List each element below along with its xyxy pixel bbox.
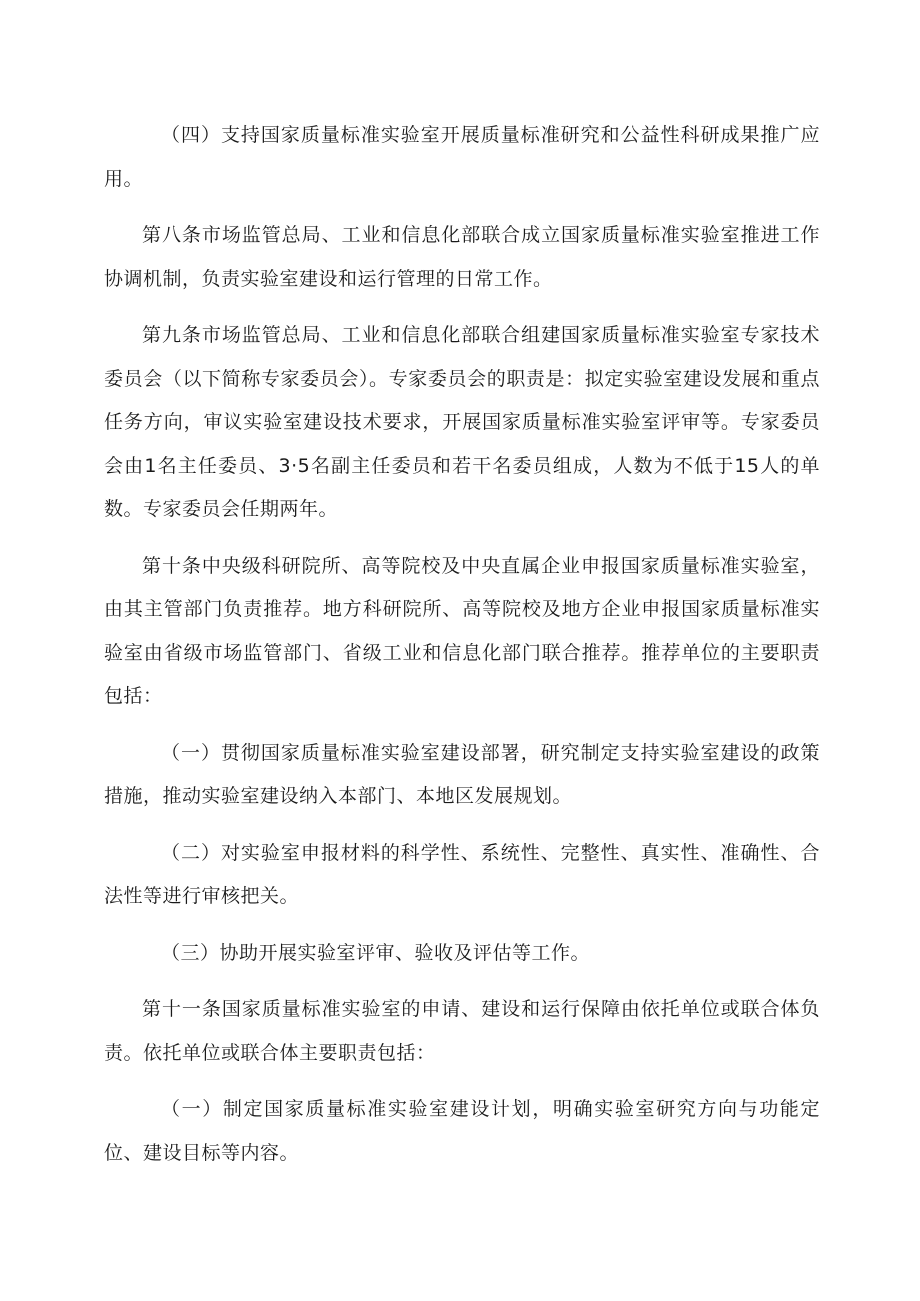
paragraph-article-10: 第十条中央级科研院所、高等院校及中央直属企业申报国家质量标准实验室，由其主管部门负责推荐。地方科研院所、高等院校及地方企业申报国家质量标准实验室由省级市场监管部门、省级工业和信息化部门联合推荐。推荐单位的主要职责包括： [104,554,820,707]
paragraph-article-10-item-3: （三）协助开展实验室评审、验收及评估等工作。 [161,941,591,964]
paragraph-item-4: （四）支持国家质量标准实验室开展质量标准研究和公益性科研成果推广应用。 [104,124,820,190]
paragraph-article-11-item-1: （一）制定国家质量标准实验室建设计划，明确实验室研究方向与功能定位、建设目标等内容。 [104,1098,820,1164]
document-body [104,114,820,1188]
paragraph-article-8: 第八条市场监管总局、工业和信息化部联合成立国家质量标准实验室推进工作协调机制，负责实验室建设和运行管理的日常工作。 [104,224,820,290]
paragraph-article-10-item-1: （一）贯彻国家质量标准实验室建设部署，研究制定支持实验室建设的政策措施，推动实验室建设纳入本部门、本地区发展规划。 [104,741,820,807]
paragraph-article-9: 第九条市场监管总局、工业和信息化部联合组建国家质量标准实验室专家技术委员会（以下简称专家委员会）。专家委员会的职责是：拟定实验室建设发展和重点任务方向，审议实验室建设技术要求，开展国家质量标准实验室评审等。专家委员会由1名主任委员、3·5名副主任委员和若干名委员组成，人数为不低于15人的单数。专家委员会任期两年。 [104,324,820,520]
paragraph-article-10-item-2: （二）对实验室申报材料的科学性、系统性、完整性、真实性、准确性、合法性等进行审核把关。 [104,841,820,907]
paragraph-article-11: 第十一条国家质量标准实验室的申请、建设和运行保障由依托单位或联合体负责。依托单位或联合体主要职责包括： [104,998,820,1064]
